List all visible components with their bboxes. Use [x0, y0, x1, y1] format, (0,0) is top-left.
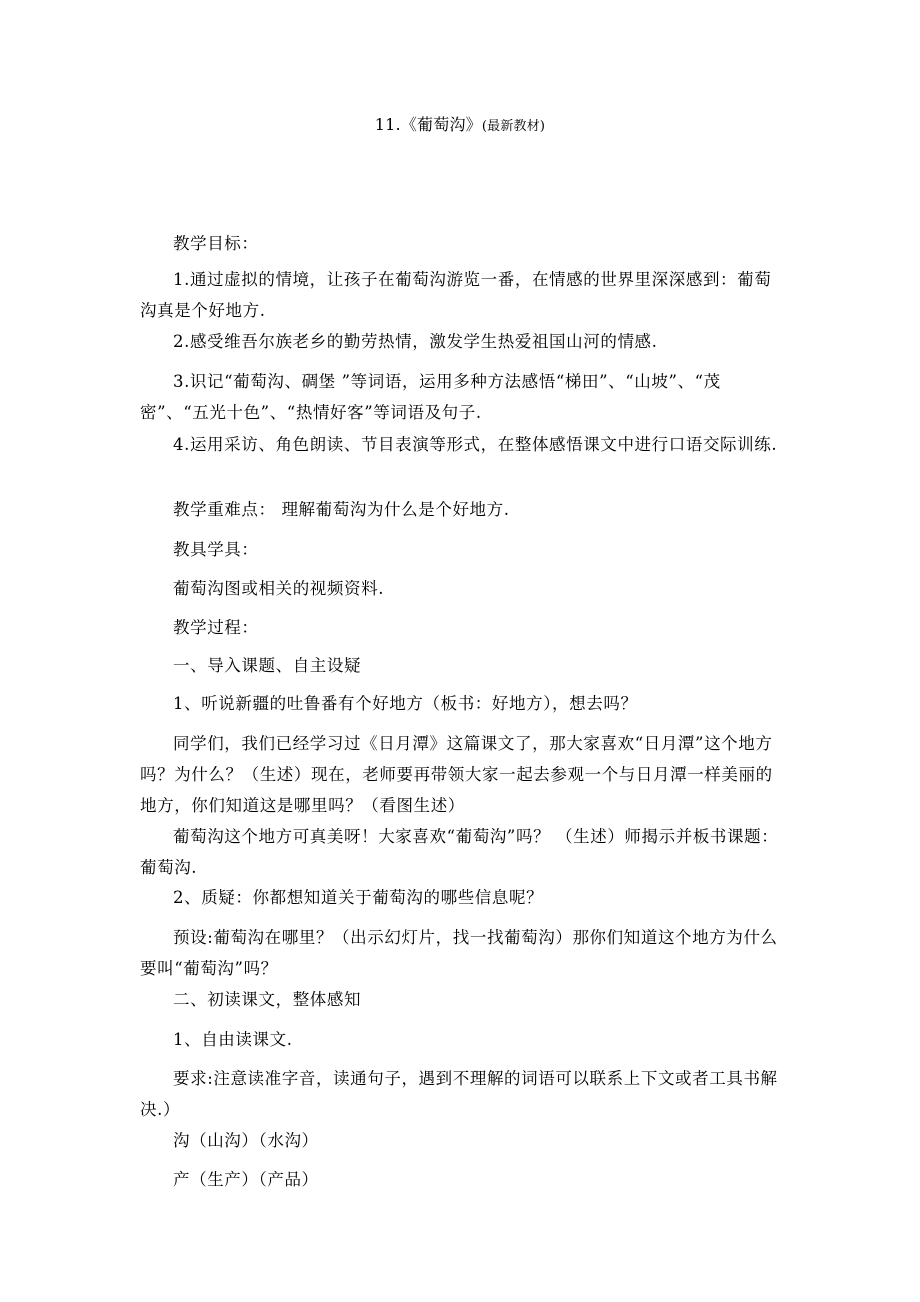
goal-3: 3.识记“葡萄沟、碉堡 ”等词语，运用多种方法感悟“梯田”、“山坡”、“茂密”、“五光十色”、“热情好客”等词语及句子. [140, 372, 721, 422]
title-note: (最新教材) [481, 119, 546, 134]
step-1-1-detail: 同学们，我们已经学习过《日月潭》这篇课文了，那大家喜欢“日月潭”这个地方吗？为什么？（生述）现在，老师要再带领大家一起去参观一个与日月潭一样美丽的地方，你们知道这是哪里吗？（看图生述） [140, 734, 773, 815]
heading-teaching-goals: 教学目标： [173, 234, 259, 253]
title-text: 11.《葡萄沟》 [374, 115, 482, 134]
step-2-1-requirement: 要求:注意读准字音，读通句子，遇到不理解的词语可以联系上下文或者工具书解决.） [140, 1069, 778, 1119]
teaching-aids: 葡萄沟图或相关的视频资料. [173, 579, 385, 598]
goal-1: 1.通过虚拟的情境，让孩子在葡萄沟游览一番，在情感的世界里深深感到：葡萄沟真是个好地方. [140, 270, 772, 320]
step-1-2: 2、质疑：你都想知道关于葡萄沟的哪些信息呢？ [173, 888, 544, 907]
key-difficulty: 教学重难点： 理解葡萄沟为什么是个好地方. [173, 500, 510, 519]
word-gou: 沟（山沟）（水沟） [173, 1131, 319, 1150]
step-1-1-reveal: 葡萄沟这个地方可真美呀！大家喜欢“葡萄沟”吗？ （生述）师揭示并板书课题：葡萄沟. [140, 827, 779, 877]
word-chan: 产（生产）（产品） [173, 1170, 319, 1189]
document-title [0, 113, 920, 139]
step-1-2-preset: 预设:葡萄沟在哪里？（出示幻灯片，找一找葡萄沟）那你们知道这个地方为什么要叫“葡萄沟”吗？ [140, 928, 778, 978]
goal-4: 4.运用采访、角色朗读、节目表演等形式，在整体感悟课文中进行口语交际训练. [173, 435, 778, 454]
section-1-heading: 一、导入课题、自主设疑 [173, 656, 362, 675]
heading-teaching-process: 教学过程： [173, 618, 259, 637]
goal-2: 2.感受维吾尔族老乡的勤劳热情，激发学生热爱祖国山河的情感. [173, 332, 658, 351]
heading-teaching-aids: 教具学具： [173, 540, 259, 559]
step-2-1: 1、自由读课文. [173, 1030, 293, 1049]
section-2-heading: 二、初读课文，整体感知 [173, 990, 362, 1009]
step-1-1: 1、听说新疆的吐鲁番有个好地方（板书：好地方），想去吗？ [173, 694, 638, 713]
